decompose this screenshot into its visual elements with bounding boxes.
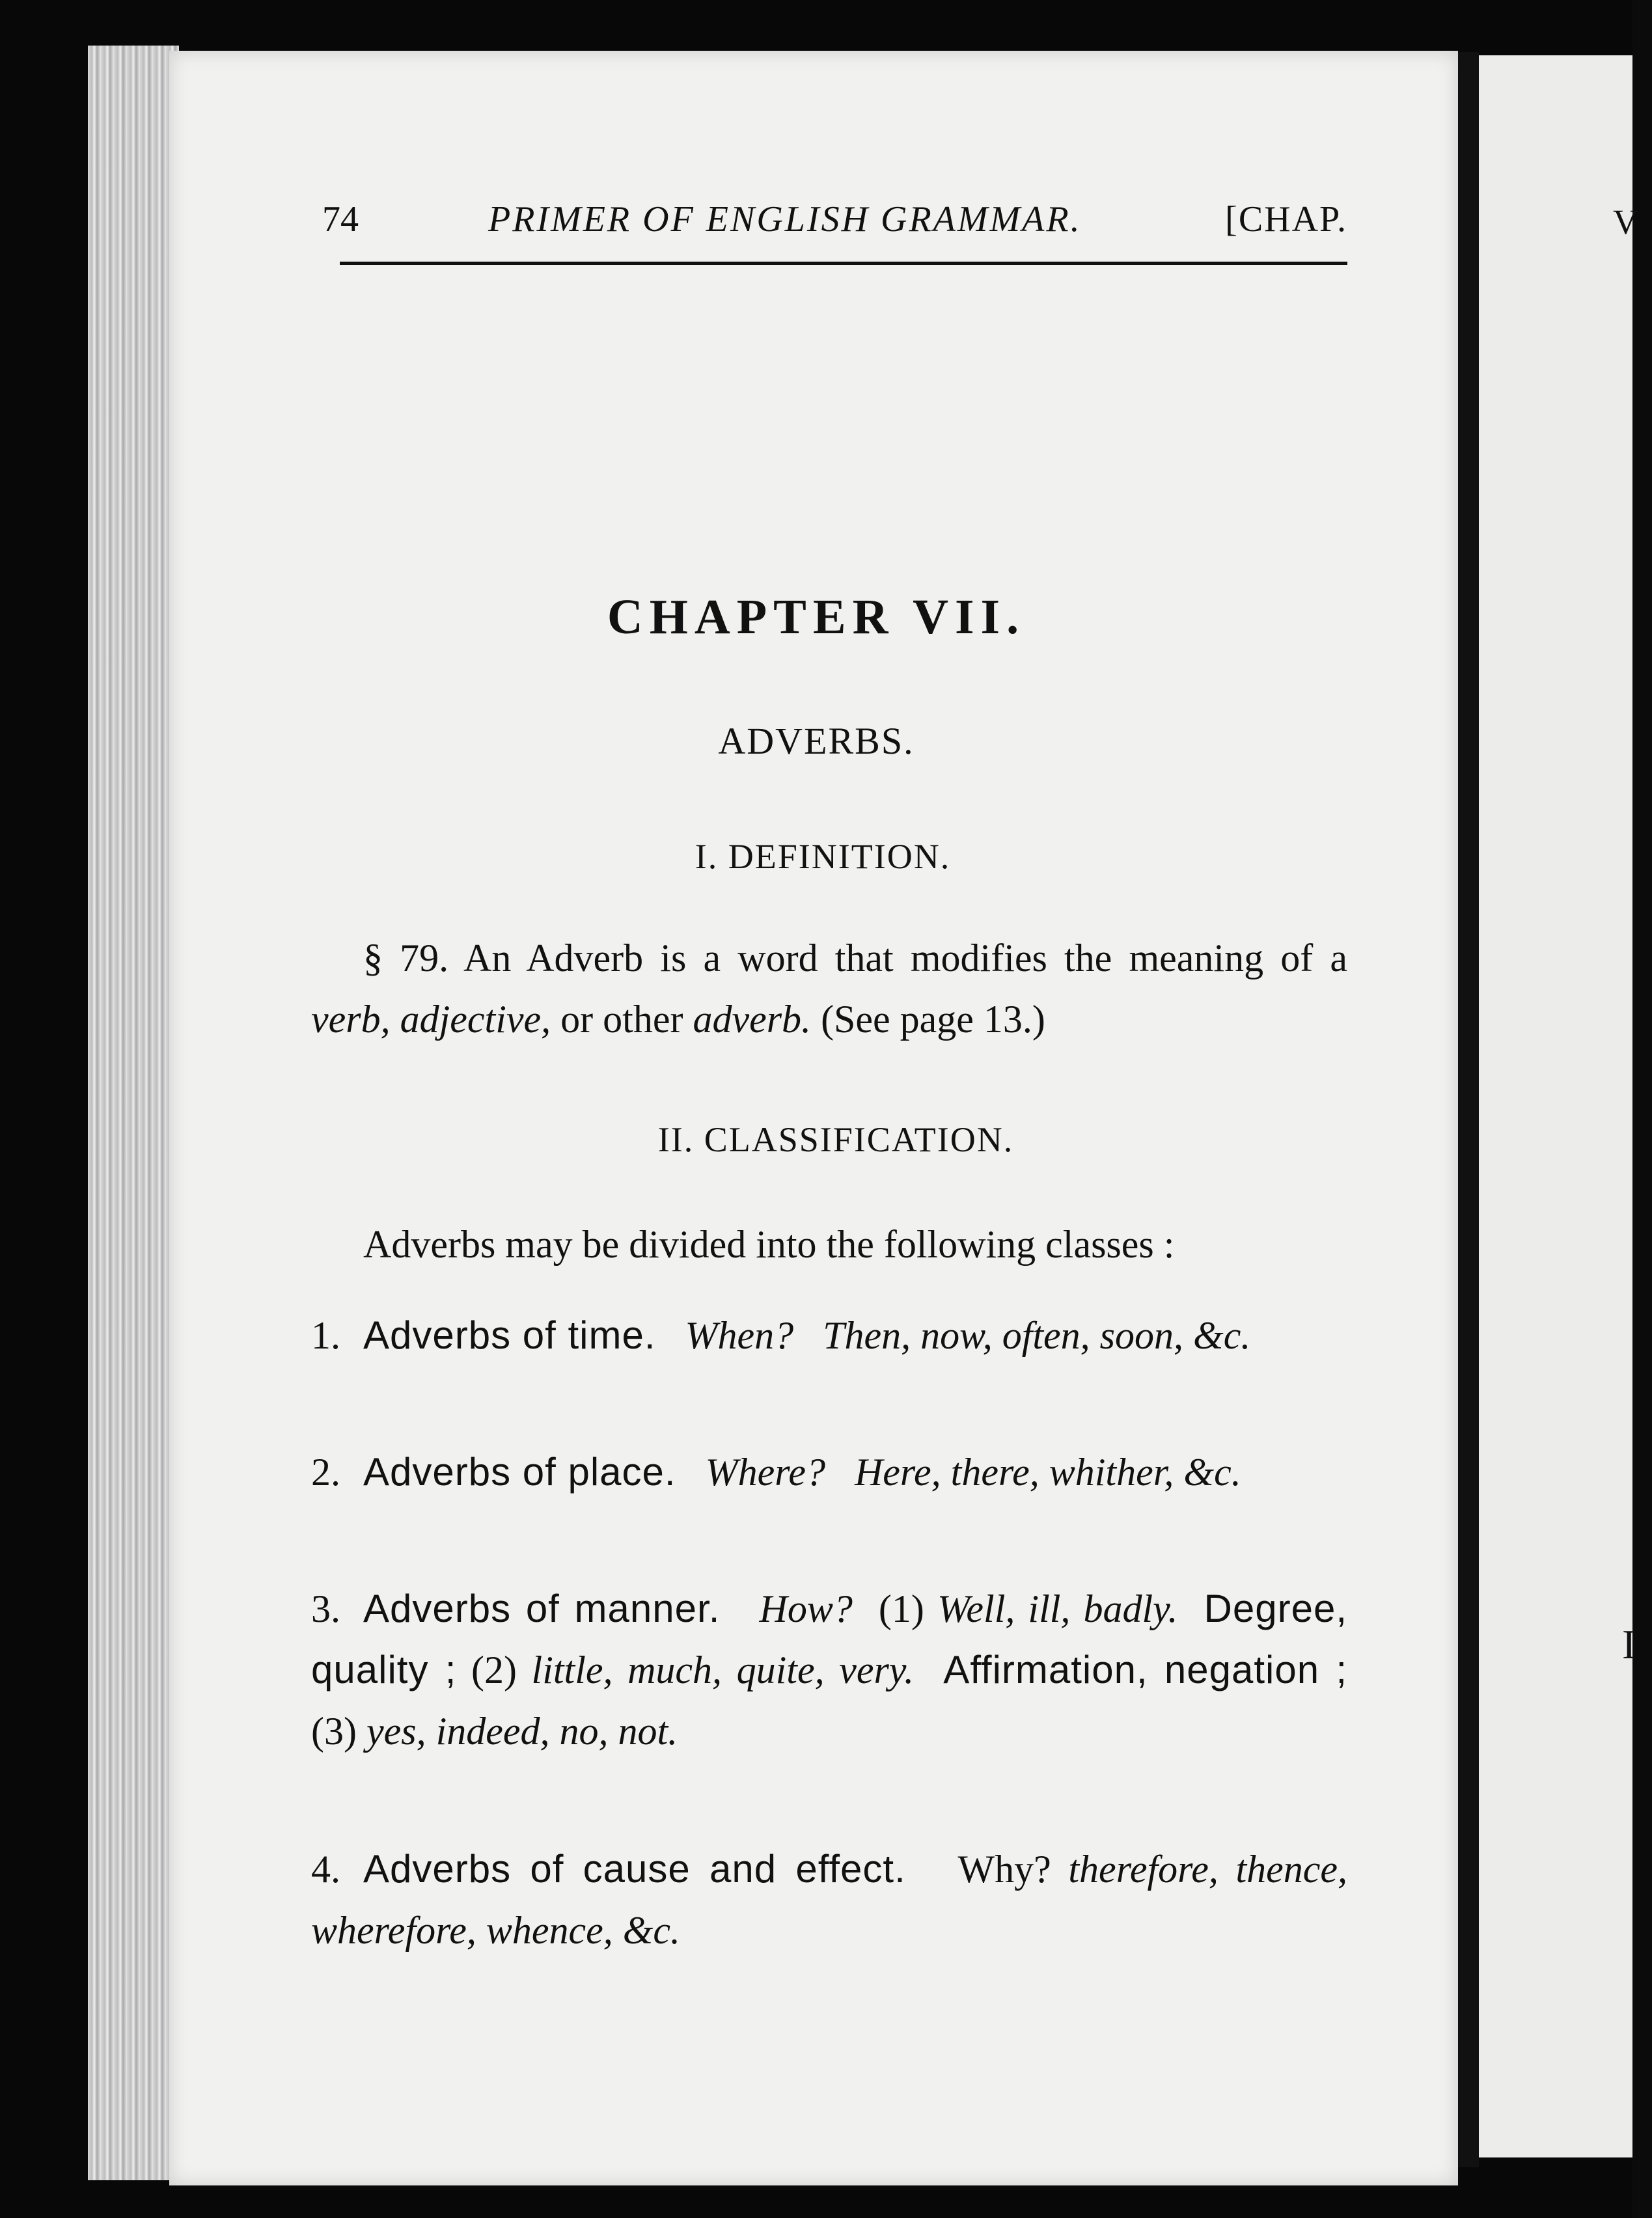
sub-marker-3: (3): [311, 1710, 357, 1753]
sub-examples-1: Well, ill, badly.: [937, 1587, 1178, 1630]
class-label: Adverbs of time.: [363, 1313, 656, 1357]
book-title: PRIMER OF ENGLISH GRAMMAR.: [488, 199, 1082, 240]
class-question: Why?: [957, 1848, 1051, 1891]
class-number: 2.: [311, 1451, 340, 1494]
facing-page-fragment-mid: I: [1622, 1621, 1636, 1667]
class-item-cause-effect: [311, 1839, 1347, 1961]
class-examples: therefore, thence, wherefore, whence, &c.: [311, 1848, 1348, 1952]
class-label: Adverbs of cause and effect.: [363, 1847, 906, 1891]
class-number: 1.: [311, 1314, 340, 1357]
section-mark: § 79.: [363, 937, 449, 979]
definition-text-3: (See page 13.): [821, 998, 1045, 1041]
definition-adverb: adverb.: [693, 998, 812, 1041]
class-label: Adverbs of place.: [363, 1450, 676, 1494]
definition-paragraph: [311, 927, 1347, 1050]
chapter-subject: ADVERBS.: [718, 720, 915, 762]
chapter-marker: [CHAP.: [1225, 199, 1347, 240]
definition-text-2: or other: [560, 998, 683, 1041]
header-rule: [340, 262, 1347, 265]
sub-examples-3: yes, indeed, no, not.: [366, 1710, 678, 1753]
class-examples: Then, now, often, soon, &c.: [823, 1314, 1251, 1357]
page-number: 74: [322, 199, 359, 240]
class-question: Where?: [705, 1451, 825, 1494]
sub-label-3: Affirmation, negation ;: [943, 1648, 1348, 1691]
facing-page-fragment-top: V: [1613, 202, 1638, 241]
chapter-title: CHAPTER VII.: [607, 590, 1026, 644]
class-question: When?: [685, 1314, 794, 1357]
section-heading-definition: I. DEFINITION.: [695, 837, 951, 876]
sub-examples-2: little, much, quite, very.: [531, 1649, 915, 1691]
class-examples: Here, there, whither, &c.: [854, 1451, 1241, 1494]
class-label: Adverbs of manner.: [363, 1587, 721, 1630]
facing-page: [1478, 55, 1632, 2157]
book-gutter: [1457, 52, 1479, 2167]
classification-intro: Adverbs may be divided into the following classes :: [363, 1223, 1175, 1266]
definition-verb: verb,: [311, 998, 391, 1041]
class-item-time: [311, 1305, 1347, 1366]
class-number: 4.: [311, 1848, 340, 1891]
section-heading-classification: II. CLASSIFICATION.: [657, 1120, 1014, 1159]
class-item-manner: [311, 1578, 1347, 1762]
definition-adjective: adjective,: [400, 998, 551, 1041]
class-question: How?: [759, 1587, 853, 1630]
class-item-place: [311, 1442, 1347, 1503]
running-head: [322, 192, 1347, 244]
class-number: 3.: [311, 1587, 340, 1630]
sub-marker-1: (1): [878, 1587, 924, 1630]
definition-text-1: An Adverb is a word that modifies the meaning of a: [463, 937, 1347, 979]
sub-label-2: Degree, quality ;: [311, 1587, 1348, 1691]
sub-marker-2: (2): [471, 1649, 517, 1691]
book-page-edges: [88, 46, 179, 2180]
